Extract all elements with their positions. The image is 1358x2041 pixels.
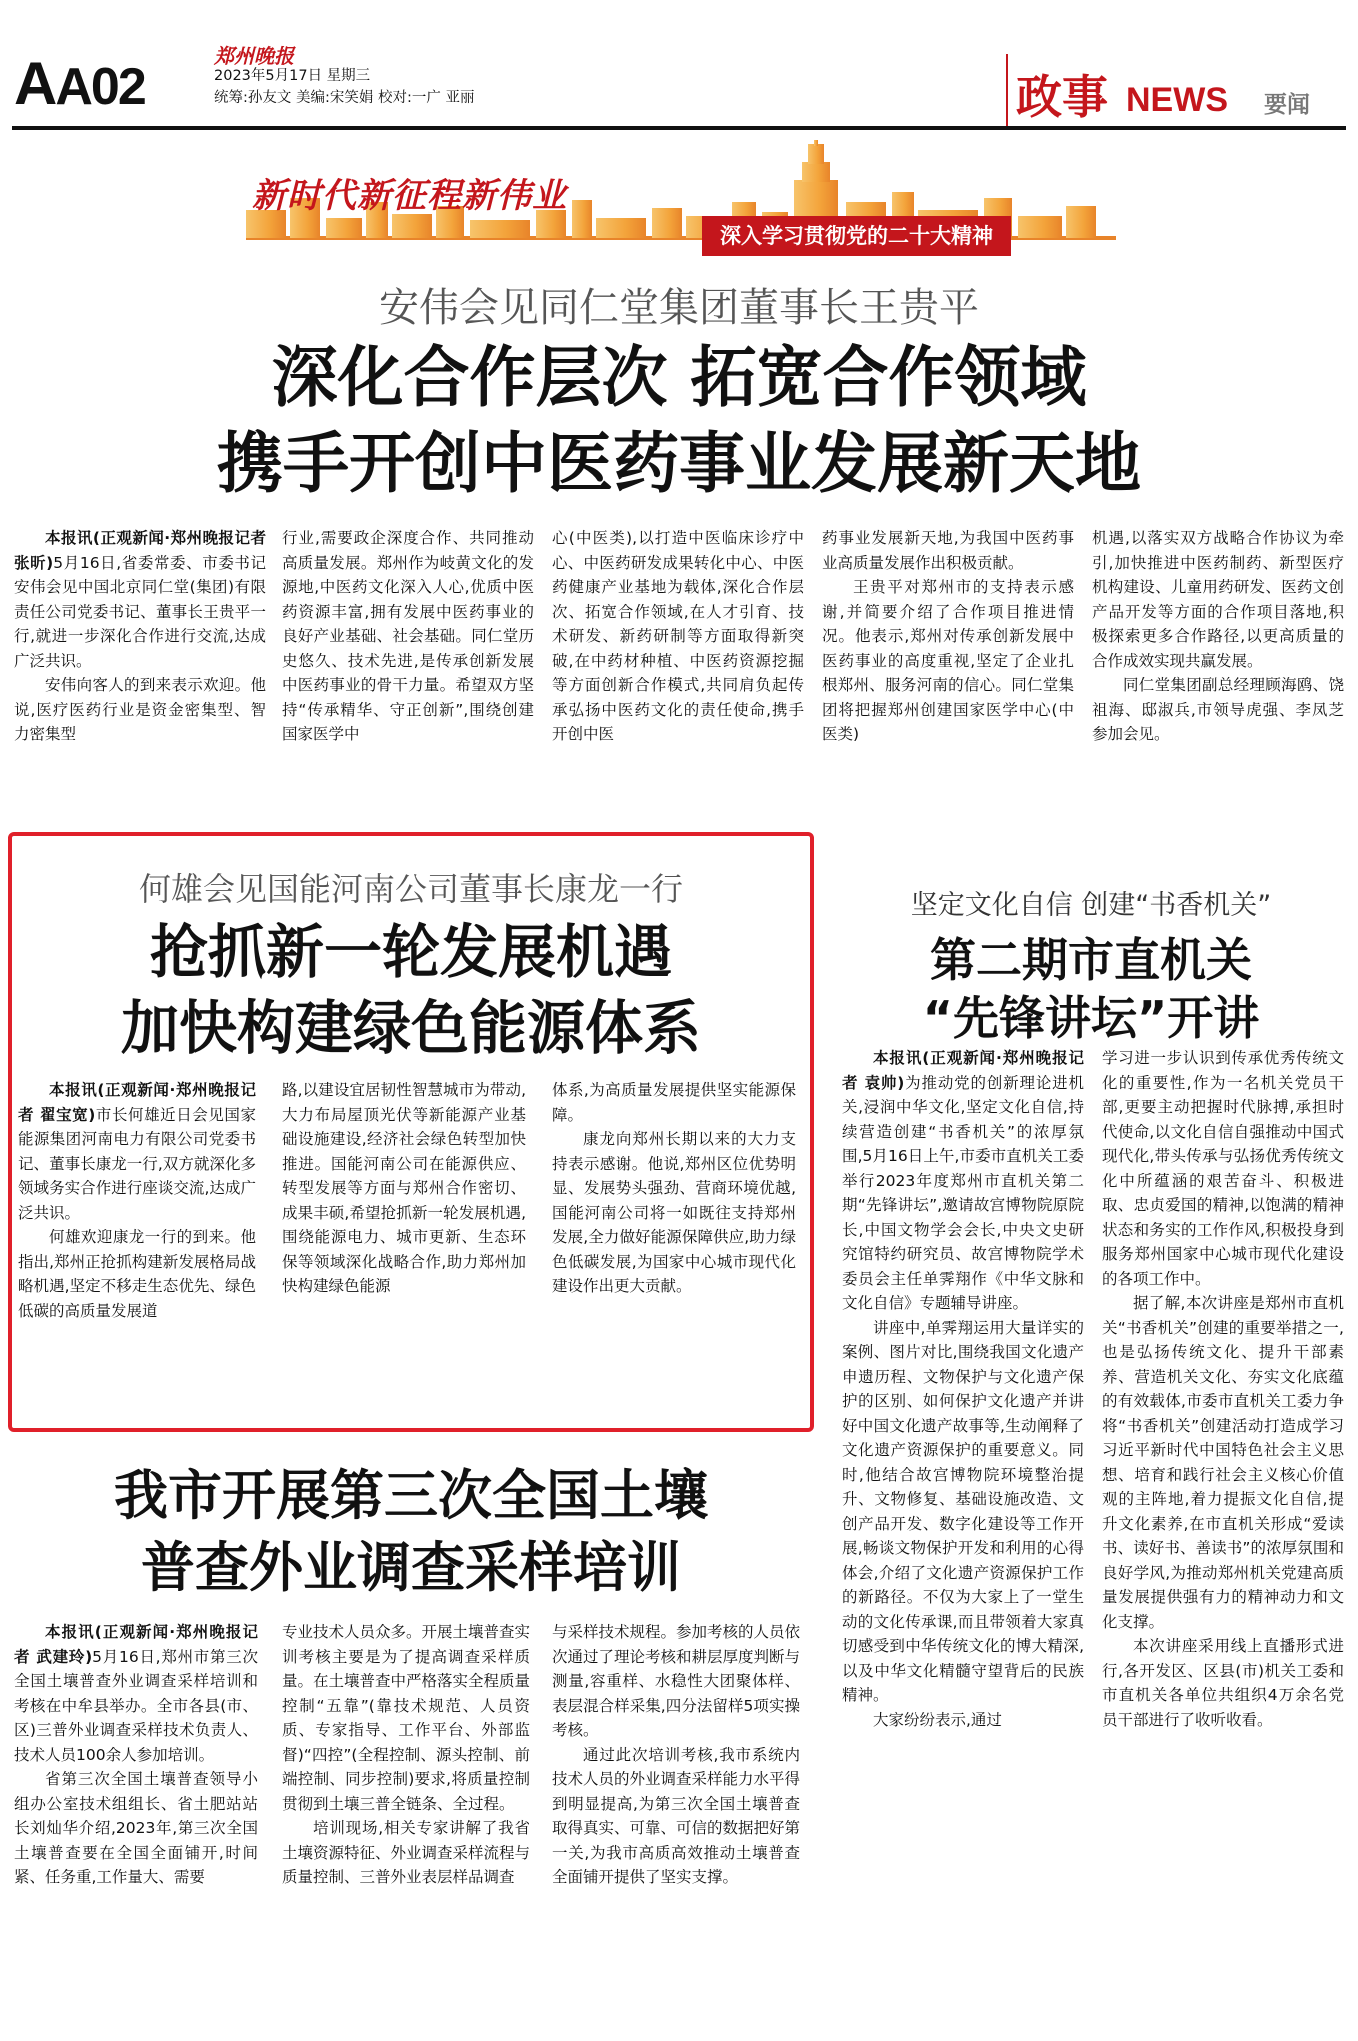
article1-text: 同仁堂集团副总经理顾海鸥、饶祖海、邸淑兵,市领导虎强、李凤芝参加会见。	[1092, 676, 1344, 743]
section-title: 政事	[1016, 70, 1108, 124]
article1-column-2	[282, 526, 534, 811]
article1-column-1	[14, 526, 266, 811]
article1-text: 机遇,以落实双方战略合作协议为牵引,加快推进中医药制药、新型医疗机构建设、儿童用药研发、医药文创产品开发等方面的合作项目落地,积极探索更多合作路径,以更高质量的合作成效实现共赢发展。	[1092, 529, 1344, 670]
article2-text: 路,以建设宜居韧性智慧城市为带动,大力布局屋顶光伏等新能源产业基础设施建设,经济社会绿色转型加快推进。国能河南公司在能源供应、转型发展等方面与郑州合作密切、成果丰硕,希望抢抓新一轮发展机遇,围绕能源电力、城市更新、生态环保等领域深化战略合作,助力郑州加快构建绿色能源	[282, 1081, 526, 1295]
article1-column-3	[552, 526, 804, 811]
article4-headline-1: 我市开展第三次全国土壤	[114, 1464, 708, 1527]
article1-headline-1: 深化合作层次 拓宽合作领域	[271, 339, 1087, 416]
article1-text: 心(中医类),以打造中医临床诊疗中心、中医药研发成果转化中心、中医药健康产业基地为载体,深化合作层次、拓宽合作领域,在人才引育、技术研发、新药研制等方面取得新突破,在中药材种植、中医药资源挖掘等方面创新合作模式,共同肩负起传承弘扬中医药文化的责任使命,携手开创中医	[552, 529, 804, 743]
article1-kicker: 安伟会见同仁堂集团董事长王贵平	[379, 285, 979, 331]
article3-text: 本次讲座采用线上直播形式进行,各开发区、区县(市)机关工委和市直机关各单位共组织4万余名党员干部进行了收听收看。	[1102, 1637, 1344, 1729]
article4-text: 通过此次培训考核,我市系统内技术人员的外业调查采样能力水平得到明显提高,为第三次全国土壤普查取得真实、可靠、可信的数据把好第一关,为我市高质高效推动土壤普查全面铺开提供了坚实支撑。	[552, 1745, 800, 1886]
article4-text: 省第三次全国土壤普查领导小组办公室技术组组长、省土肥站站长刘灿华介绍,2023年,第三次全国土壤普查要在全国全面铺开,时间紧、任务重,工作量大、需要	[14, 1770, 258, 1886]
header-rule	[12, 126, 1346, 130]
article4-column-3	[552, 1620, 800, 2030]
section-subtitle: 要闻	[1264, 92, 1310, 118]
article1-column-4	[822, 526, 1074, 811]
article2-column-1	[18, 1078, 256, 1423]
article2-byline: 本报讯(正观新闻·郑州晚报记者 翟宝宽)	[18, 1081, 256, 1124]
article1-text: 5月16日,省委常委、市委书记安伟会见中国北京同仁堂(集团)有限责任公司党委书记、董事长王贵平一行,就进一步深化合作进行交流,达成广泛共识。	[14, 553, 266, 670]
article3-byline: 本报讯(正观新闻·郑州晚报记者 袁帅)	[842, 1049, 1084, 1092]
page-letter: A	[14, 50, 56, 117]
article3-text: 为推动党的创新理论进机关,浸润中华文化,坚定文化自信,持续营造创建“书香机关”的浓厚氛围,5月16日上午,市委市直机关工委举行2023年度郑州市直机关第二期“先锋讲坛”,邀请故宫博物院原院长,中国文物学会会长,中央文史研究馆特约研究员、故宫博物院学术委员会主任单霁翔作《中华文脉和文化自信》专题辅导讲座。	[842, 1073, 1084, 1312]
article3-text: 据了解,本次讲座是郑州市直机关“书香机关”创建的重要举措之一,也是弘扬传统文化、提升干部素养、营造机关文化、夯实文化底蕴的有效载体,市委市直机关工委力争将“书香机关”创建活动打造成学习习近平新时代中国特色社会主义思想、培育和践行社会主义核心价值观的主阵地,着力提振文化自信,提升文化素养,在市直机关形成“爱读书、读好书、善读书”的浓厚氛围和良好学风,为推动郑州机关党建高质量发展提供强有力的精神动力和文化支撑。	[1102, 1294, 1344, 1631]
article4-headline-2: 普查外业调查采样培训	[141, 1536, 681, 1599]
banner-tagline: 深入学习贯彻党的二十大精神	[702, 216, 1011, 256]
article3-text: 学习进一步认识到传承优秀传统文化的重要性,作为一名机关党员干部,更要主动把握时代脉搏,承担时代使命,以文化自信自强推动中国式现代化,带头传承与弘扬优秀传统文化中所蕴涵的艰苦奋斗、积极进取、忠贞爱国的精神,以饱满的精神状态和务实的工作作风,积极投身到服务郑州国家中心城市现代化建设的各项工作中。	[1102, 1049, 1344, 1288]
issue-date: 2023年5月17日 星期三	[214, 68, 371, 84]
article2-kicker: 何雄会见国能河南公司董事长康龙一行	[138, 870, 683, 908]
article2-column-2	[282, 1078, 526, 1423]
staff-credits: 统筹:孙友文 美编:宋笑娟 校对:一广 亚丽	[214, 90, 475, 106]
article2-text: 康龙向郑州长期以来的大力支持表示感谢。他说,郑州区位优势明显、发展势头强劲、营商环境优越,国能河南公司将一如既往支持郑州发展,全力做好能源保障供应,助力绿色低碳发展,为国家中心城市现代化建设作出更大贡献。	[552, 1130, 796, 1295]
article1-text: 药事业发展新天地,为我国中医药事业高质量发展作出积极贡献。	[822, 529, 1074, 572]
article3-column-2	[1102, 1046, 1344, 2026]
article4-text: 与采样技术规程。参加考核的人员依次通过了理论考核和耕层厚度判断与测量,容重样、水稳性大团聚体样、表层混合样采集,四分法留样5项实操考核。	[552, 1623, 800, 1739]
article1-byline: 本报讯(正观新闻·郑州晚报记者 张昕)	[14, 529, 266, 572]
article3-headline-2: “先锋讲坛”开讲	[922, 991, 1260, 1045]
article1-column-5	[1092, 526, 1344, 811]
article4-byline: 本报讯(正观新闻·郑州晚报记者 武建玲)	[14, 1623, 258, 1666]
article3-column-1	[842, 1046, 1084, 2026]
theme-banner	[246, 140, 1116, 260]
article2-column-3	[552, 1078, 796, 1423]
paper-name: 郑州晚报	[214, 44, 294, 68]
section-news-label: NEWS	[1126, 81, 1228, 119]
article2-text: 市长何雄近日会见国家能源集团河南电力有限公司党委书记、董事长康龙一行,双方就深化多领域务实合作进行座谈交流,达成广泛共识。	[18, 1105, 256, 1222]
article3-kicker: 坚定文化自信 创建“书香机关”	[910, 890, 1272, 921]
article4-text: 专业技术人员众多。开展土壤普查实训考核主要是为了提高调查采样质量。在土壤普查中严格落实全程质量控制“五靠”(靠技术规范、人员资质、专家指导、工作平台、外部监督)“四控”(全程控制、源头控制、前端控制、同步控制)要求,将质量控制贯彻到土壤三普全链条、全过程。	[282, 1623, 530, 1813]
page-number: A02	[55, 58, 145, 116]
article4-column-2	[282, 1620, 530, 2030]
article4-column-1	[14, 1620, 258, 2030]
section-divider	[1006, 54, 1008, 128]
article4-text: 培训现场,相关专家讲解了我省土壤资源特征、外业调查采样流程与质量控制、三普外业表层样品调查	[282, 1819, 530, 1886]
article2-text: 体系,为高质量发展提供坚实能源保障。	[552, 1081, 796, 1124]
article4-text: 5月16日,郑州市第三次全国土壤普查外业调查采样培训和考核在中牟县举办。全市各县(市、区)三普外业调查采样技术负责人、技术人员100余人参加培训。	[14, 1647, 258, 1764]
article1-text: 行业,需要政企深度合作、共同推动高质量发展。郑州作为岐黄文化的发源地,中医药文化深入人心,优质中医药资源丰富,拥有发展中医药事业的良好产业基础、社会基础。同仁堂历史悠久、技术先进,是传承创新发展中医药事业的骨干力量。希望双方坚持“传承精华、守正创新”,围绕创建国家医学中	[282, 529, 534, 743]
article3-text: 大家纷纷表示,通过	[873, 1710, 1002, 1729]
page-code	[14, 50, 174, 117]
banner-title: 新时代新征程新伟业	[252, 176, 567, 216]
article1-headline-2: 携手开创中医药事业发展新天地	[217, 425, 1141, 502]
article3-text: 讲座中,单霁翔运用大量详实的案例、图片对比,围绕我国文化遗产申遗历程、文物保护与文化遗产保护的区别、如何保护文化遗产并讲好中国文化遗产故事等,生动阐释了文化遗产资源保护的重要意义。同时,他结合故宫博物院环境整治提升、文物修复、基础设施改造、文创产品开发、数字化建设等工作开展,畅谈文物保护开发和利用的心得体会,介绍了文化遗产资源保护工作的新路径。不仅为大家上了一堂生动的文化传承课,而且带领着大家真切感受到中华传统文化的博大精深,以及中华文化精髓守望背后的民族精神。	[842, 1318, 1084, 1704]
article1-text: 安伟向客人的到来表示欢迎。他说,医疗医药行业是资金密集型、智力密集型	[14, 676, 266, 743]
article2-text: 何雄欢迎康龙一行的到来。他指出,郑州正抢抓构建新发展格局战略机遇,坚定不移走生态优先、绿色低碳的高质量发展道	[18, 1228, 256, 1320]
article1-text: 王贵平对郑州市的支持表示感谢,并简要介绍了合作项目推进情况。他表示,郑州对传承创新发展中医药事业的高度重视,坚定了企业扎根郑州、服务河南的信心。同仁堂集团将把握郑州创建国家医学中心(中医类)	[822, 578, 1074, 743]
article2-headline-2: 加快构建绿色能源体系	[120, 994, 701, 1062]
article2-headline-1: 抢抓新一轮发展机遇	[149, 918, 672, 986]
article3-headline-1: 第二期市直机关	[930, 933, 1252, 987]
